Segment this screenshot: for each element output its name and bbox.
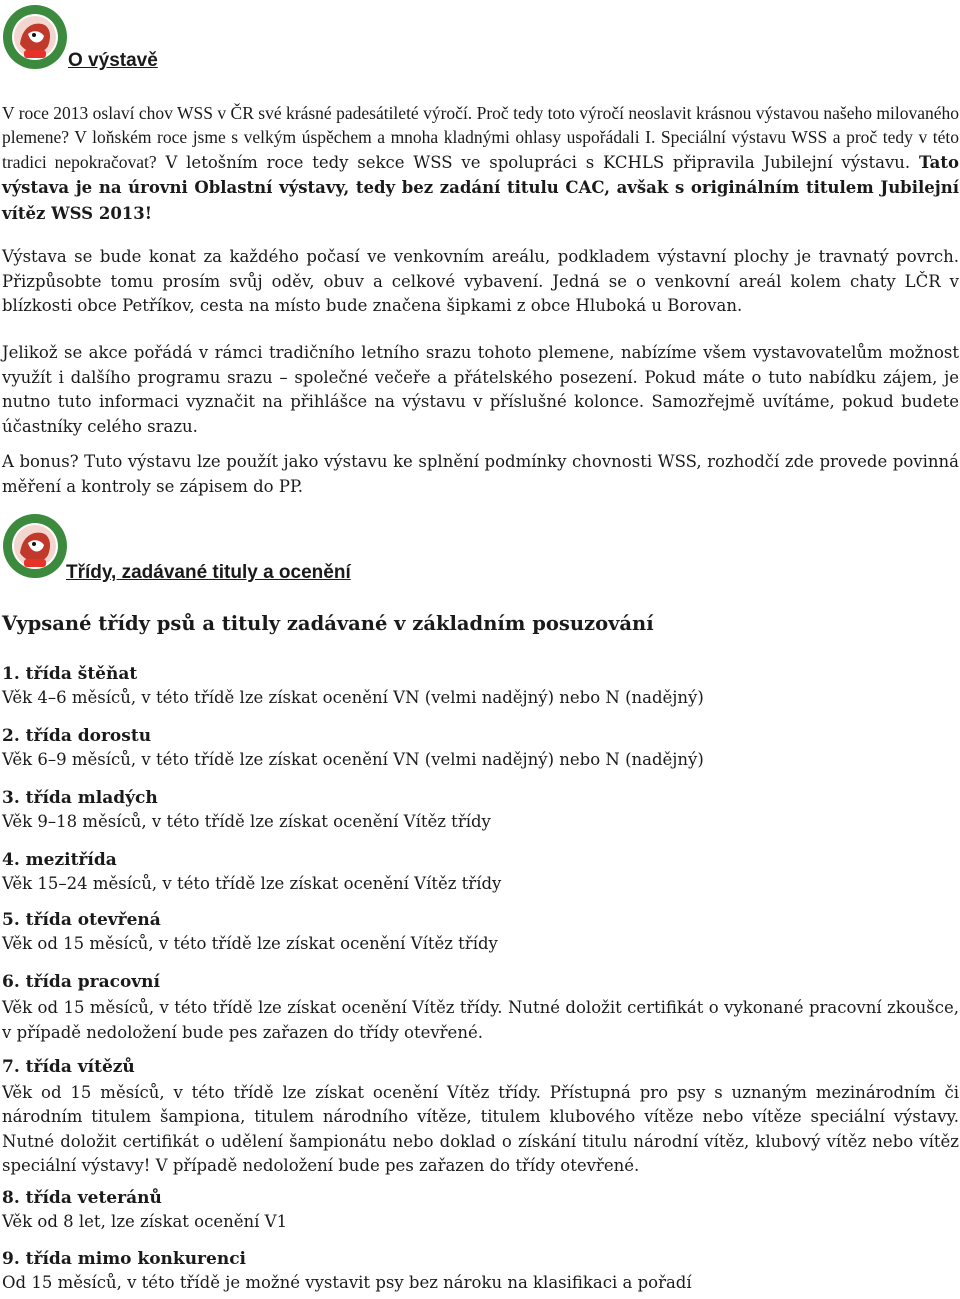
class-title: 7. třída vítězů (2, 1057, 135, 1077)
class-desc: Věk od 15 měsíců, v této třídě lze získat ocenění Vítěz třídy. Přístupná pro psy s uznaným mezinárodním či národním titulem šampiona, titulem národního vítěze, titulem klubového vítěze nebo vítěze speciální výstavy. Nutné doložit certifikát o udělení šampionátu nebo doklad o získání titulu národní vítěz, klubový vítěz nebo vítěz speciální výstavy! V případě nedoložení bude pes zařazen do třídy otevřené. (2, 1083, 959, 1175)
club-logo-icon (2, 4, 68, 70)
class-desc: Věk 6–9 měsíců, v této třídě lze získat ocenění VN (velmi nadějný) nebo N (nadějný) (2, 750, 704, 769)
paragraph-venue: Výstava se bude konat za každého počasí ve venkovním areálu, podkladem výstavní plochy je travnatý povrch. Přizpůsobte tomu prosím svůj oděv, obuv a celkové vybavení. Jedná se o venkovní areál kolem chaty LČR v blízkosti obce Petříkov, cesta na místo bude značena šipkami z obce Hluboká u Borovan. (2, 247, 959, 315)
intro-text-cont: V letošním roce tedy sekce WSS ve spolupráci s KCHLS připravila Jubilejní výstavu. (156, 152, 919, 172)
class-title: 1. třída štěňat (2, 664, 138, 684)
class-desc: Věk 4–6 měsíců, v této třídě lze získat ocenění VN (velmi nadějný) nebo N (nadějný) (2, 688, 704, 707)
club-logo-icon (2, 513, 68, 579)
club-logo (2, 4, 68, 70)
class-title: 4. mezitřída (2, 850, 117, 870)
club-logo-2 (2, 513, 68, 579)
class-desc: Věk od 8 let, lze získat ocenění V1 (2, 1212, 288, 1231)
class-title: 5. třída otevřená (2, 910, 161, 930)
class-title: 3. třída mladých (2, 788, 158, 808)
class-desc: Věk od 15 měsíců, v této třídě lze získat ocenění Vítěz třídy (2, 934, 498, 953)
paragraph-bonus: A bonus? Tuto výstavu lze použít jako výstavu ke splnění podmínky chovnosti WSS, rozhodčí zde provede povinná měření a kontroly se zápisem do PP. (2, 452, 959, 496)
class-title: 8. třída veteránů (2, 1188, 162, 1208)
intro-text-bold: Tato výstava je na úrovni Oblastní výstavy, tedy bez zadání titulu CAC, avšak s originálním titulem Jubilejní vítěz WSS 2013! (2, 152, 959, 223)
class-desc: Věk od 15 měsíců, v této třídě lze získat ocenění Vítěz třídy. Nutné doložit certifikát o vykonané pracovní zkoušce, v případě nedoložení bude pes zařazen do třídy otevřené. (2, 998, 959, 1042)
paragraph-intro (2, 101, 959, 226)
section-heading-classes: Třídy, zadávané tituly a ocenění (66, 562, 351, 583)
section-heading-about: O výstavě (68, 50, 158, 71)
subheading-classes: Vypsané třídy psů a tituly zadávané v základním posuzování (2, 612, 654, 635)
class-title: 9. třída mimo konkurenci (2, 1249, 247, 1269)
class-desc: Věk 15–24 měsíců, v této třídě lze získat ocenění Vítěz třídy (2, 874, 502, 893)
paragraph-program: Jelikož se akce pořádá v rámci tradičního letního srazu tohoto plemene, nabízíme všem vystavovatelům možnost využít i dalšího programu srazu – společné večeře a přátelského posezení. Pokud máte o tuto nabídku zájem, je nutno tuto informaci vyznačit na přihlášce na výstavu v příslušné kolonce. Samozřejmě uvítáme, pokud budete účastníky celého srazu. (2, 343, 959, 436)
class-title: 2. třída dorostu (2, 726, 152, 746)
class-desc: Věk 9–18 měsíců, v této třídě lze získat ocenění Vítěz třídy (2, 812, 491, 831)
class-title: 6. třída pracovní (2, 972, 160, 992)
class-desc: Od 15 měsíců, v této třídě je možné vystavit psy bez nároku na klasifikaci a pořadí (2, 1273, 692, 1292)
intro-text: V roce 2013 oslaví chov WSS v ČR své krásné padesátileté výročí. Proč tedy toto výročí neoslavit krásnou výstavou našeho milovaného plemene? V loňském roce jsme s velkým úspěchem a mnoha kladnými ohlasy uspořádali I. Speciální výstavu WSS a proč tedy v této tradici nepokračovat? (2, 103, 959, 172)
